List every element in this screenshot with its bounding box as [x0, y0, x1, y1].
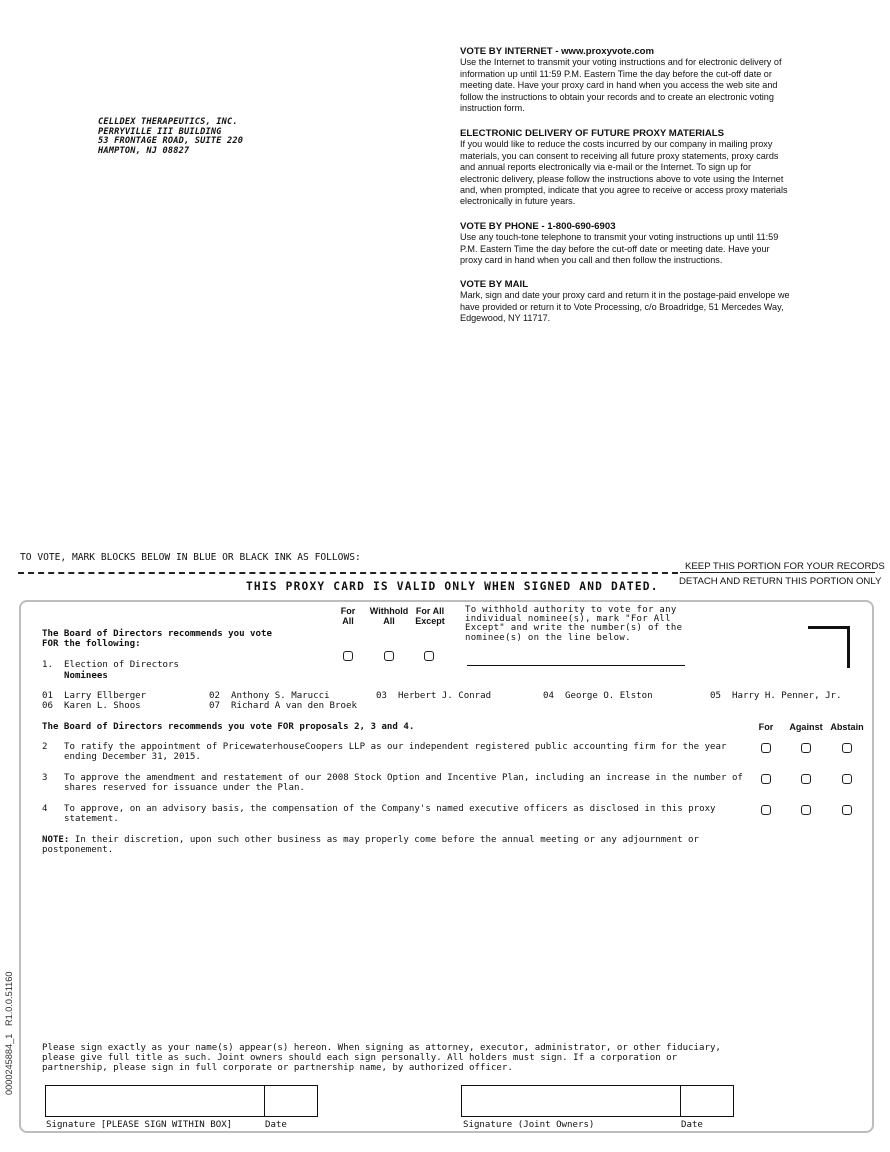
- nominee-05-name: Harry H. Penner, Jr.: [732, 691, 842, 701]
- section-heading: VOTE BY MAIL: [460, 279, 529, 290]
- proposal-line: To ratify the appointment of PricewaterhouseCoopers LLP as our independent registered public accounting firm for the year: [64, 742, 727, 752]
- address-line: HAMPTON, NJ 08827: [98, 145, 190, 156]
- recommendation-line: The Board of Directors recommends you vote: [42, 629, 272, 639]
- proposal-line: shares reserved for issuance under the Plan.: [64, 783, 305, 794]
- item-1-title: Election of Directors: [64, 660, 179, 670]
- nominee-03-name: Herbert J. Conrad: [398, 691, 492, 701]
- proposal-4-text: [64, 804, 716, 824]
- proposal-2-for-checkbox[interactable]: [761, 743, 771, 753]
- section-heading: VOTE BY PHONE - 1-800-690-6903: [460, 221, 616, 232]
- date-label: Date: [265, 1120, 287, 1130]
- proposal-2-abstain-checkbox[interactable]: [842, 743, 852, 753]
- signing-instructions: [42, 1043, 721, 1074]
- item-1-number: 1.: [42, 660, 53, 670]
- section-line: meeting date. Have your proxy card in hand when you access the web site and: [460, 80, 778, 91]
- nominee-02-name: Anthony S. Marucci: [231, 691, 330, 701]
- column-abstain: Abstain: [830, 722, 864, 732]
- proposal-line: To approve, on an advisory basis, the compensation of the Company's named executive officers as disclosed in this proxy: [64, 804, 716, 814]
- section-line: proxy card in hand when you call and then follow the instructions.: [460, 255, 723, 266]
- board-recommendation-1: [42, 629, 272, 649]
- address-line: PERRYVILLE III BUILDING: [98, 126, 222, 137]
- signature-box[interactable]: [45, 1085, 265, 1117]
- section-line: Edgewood, NY 11717.: [460, 313, 551, 324]
- section-heading: VOTE BY INTERNET - www.proxyvote.com: [460, 46, 655, 57]
- nominee-06-name: Karen L. Shoos: [64, 701, 141, 711]
- signature-date-box[interactable]: [264, 1085, 318, 1117]
- keep-portion-label: KEEP THIS PORTION FOR YOUR RECORDS: [685, 561, 885, 572]
- section-line: P.M. Eastern Time the day before the cut-off date or meeting date. Have your: [460, 243, 770, 254]
- column-withhold-all: [366, 606, 412, 627]
- section-line: instruction form.: [460, 103, 525, 114]
- proposal-2-number: 2: [42, 742, 48, 752]
- section-line: Mark, sign and date your proxy card and return it in the postage-paid envelope we: [460, 290, 790, 301]
- withhold-all-checkbox[interactable]: [384, 651, 394, 661]
- proposal-4-against-checkbox[interactable]: [801, 805, 811, 815]
- joint-date-label: Date: [681, 1120, 703, 1130]
- registration-corner-mark: [808, 626, 850, 668]
- column-label: All: [383, 616, 395, 627]
- nominee-write-in-line[interactable]: [467, 665, 685, 666]
- section-line: follow the instructions to obtain your records and to create an electronic voting: [460, 91, 774, 102]
- note-line: individual nominee(s), mark "For All: [465, 614, 671, 625]
- joint-signature-box[interactable]: [461, 1085, 681, 1117]
- note-line: In their discretion, upon such other business as may properly come before the annual meeting or any adjournment or: [69, 835, 699, 845]
- column-label: For: [340, 606, 356, 616]
- discretion-note: [42, 835, 699, 855]
- section-line: and, when prompted, indicate that you agree to receive or access proxy materials: [460, 185, 788, 196]
- nominee-06-number: 06: [42, 701, 53, 711]
- vote-by-phone-section: [460, 221, 820, 267]
- column-label: All: [342, 616, 354, 627]
- signing-line: please give full title as such. Joint owners should each sign personally. All holders must sign. If a corporation or: [42, 1053, 678, 1064]
- board-recommendation-2: The Board of Directors recommends you vote FOR proposals 2, 3 and 4.: [42, 722, 415, 732]
- electronic-delivery-section: [460, 128, 820, 208]
- detach-portion-label: DETACH AND RETURN THIS PORTION ONLY: [679, 576, 882, 587]
- nominee-01-name: Larry Ellberger: [64, 691, 147, 701]
- for-all-except-checkbox[interactable]: [424, 651, 434, 661]
- detach-line: [18, 572, 678, 574]
- proposal-line: statement.: [64, 814, 119, 825]
- proposal-4-abstain-checkbox[interactable]: [842, 805, 852, 815]
- column-against: Against: [789, 722, 823, 732]
- nominee-05-number: 05: [710, 691, 721, 701]
- nominee-07-number: 07: [209, 701, 220, 711]
- validity-notice: THIS PROXY CARD IS VALID ONLY WHEN SIGNED AND DATED.: [246, 580, 659, 593]
- proposal-4-number: 4: [42, 804, 48, 814]
- column-for-all: [333, 606, 363, 627]
- column-label: For All: [415, 606, 445, 616]
- mark-instruction: TO VOTE, MARK BLOCKS BELOW IN BLUE OR BLACK INK AS FOLLOWS:: [20, 552, 361, 563]
- note-line: To withhold authority to vote for any: [465, 605, 677, 615]
- signing-line: partnership, please sign in full corporate or partnership name, by authorized officer.: [42, 1063, 513, 1074]
- nominee-01-number: 01: [42, 691, 53, 701]
- proposal-3-number: 3: [42, 773, 48, 783]
- column-for: For: [758, 722, 774, 732]
- nominee-07-name: Richard A van den Broek: [231, 701, 357, 711]
- column-for-all-except: [412, 606, 448, 627]
- section-line: electronic delivery, please follow the instructions above to vote using the Internet: [460, 173, 784, 184]
- signature-label: Signature [PLEASE SIGN WITHIN BOX]: [46, 1120, 233, 1130]
- withhold-note: [465, 606, 682, 643]
- return-address: [98, 118, 243, 156]
- section-line: Use any touch-tone telephone to transmit your voting instructions up until 11:59: [460, 232, 779, 243]
- proposal-line: To approve the amendment and restatement of our 2008 Stock Option and Incentive Plan, including an increase in the number of: [64, 773, 743, 783]
- note-line: nominee(s) on the line below.: [465, 632, 631, 643]
- nominee-04-name: George O. Elston: [565, 691, 653, 701]
- column-label: Except: [415, 616, 445, 627]
- proposal-3-for-checkbox[interactable]: [761, 774, 771, 784]
- section-line: have provided or return it to Vote Processing, c/o Broadridge, 51 Mercedes Way,: [460, 301, 784, 312]
- proposal-3-text: [64, 773, 743, 793]
- for-all-checkbox[interactable]: [343, 651, 353, 661]
- section-line: Use the Internet to transmit your voting instructions and for electronic delivery of: [460, 57, 782, 68]
- column-label: Withhold: [369, 606, 409, 616]
- section-line: and annual reports electronically via e-mail or the Internet. To sign up for: [460, 162, 751, 173]
- section-line: If you would like to reduce the costs incurred by our company in mailing proxy: [460, 139, 773, 150]
- vote-by-internet-section: [460, 46, 820, 114]
- note-line: Except" and write the number(s) of the: [465, 623, 683, 634]
- joint-signature-date-box[interactable]: [680, 1085, 734, 1117]
- signing-line: Please sign exactly as your name(s) appear(s) hereon. When signing as attorney, executor, administrator, or other fiduciary,: [42, 1043, 721, 1053]
- nominee-04-number: 04: [543, 691, 554, 701]
- address-line: 53 FRONTAGE ROAD, SUITE 220: [98, 136, 244, 147]
- proposal-3-abstain-checkbox[interactable]: [842, 774, 852, 784]
- proposal-2-against-checkbox[interactable]: [801, 743, 811, 753]
- nominee-03-number: 03: [376, 691, 387, 701]
- section-heading: ELECTRONIC DELIVERY OF FUTURE PROXY MATERIALS: [460, 128, 725, 139]
- proposal-4-for-checkbox[interactable]: [761, 805, 771, 815]
- proposal-2-text: [64, 742, 726, 762]
- address-line: CELLDEX THERAPEUTICS, INC.: [98, 117, 238, 127]
- detach-line-solid: [680, 572, 875, 573]
- section-line: electronically in future years.: [460, 196, 576, 207]
- proposal-3-against-checkbox[interactable]: [801, 774, 811, 784]
- joint-signature-label: Signature (Joint Owners): [463, 1120, 595, 1130]
- recommendation-line: FOR the following:: [42, 639, 141, 650]
- item-1-subtitle: Nominees: [64, 671, 108, 681]
- vote-by-mail-section: [460, 279, 820, 325]
- nominee-02-number: 02: [209, 691, 220, 701]
- section-line: information up until 11:59 P.M. Eastern Time the day before the cut-off date or: [460, 68, 772, 79]
- note-label: NOTE:: [42, 835, 70, 845]
- side-document-code: 0000245884_1 R1.0.0.51160: [4, 971, 14, 1095]
- note-line: postponement.: [42, 845, 114, 856]
- proposal-line: ending December 31, 2015.: [64, 752, 201, 763]
- section-line: materials, you can consent to receiving all future proxy statements, proxy cards: [460, 150, 779, 161]
